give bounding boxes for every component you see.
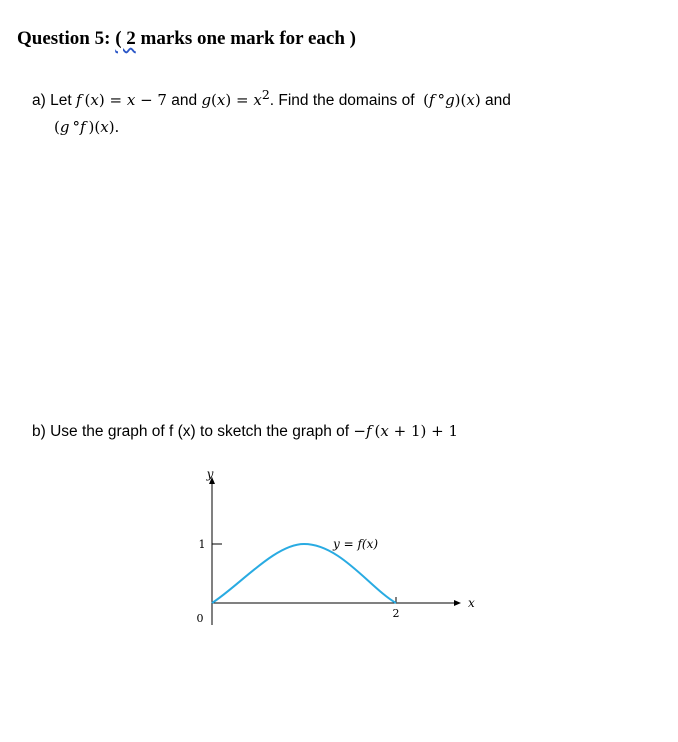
part-a-text-and-2: and (480, 92, 511, 109)
question-title (17, 28, 356, 50)
part-b-label: b) (32, 423, 46, 440)
origin-label: 0 (196, 612, 204, 625)
formula-transformed: −f (x + 1) + 1 (353, 422, 459, 440)
y-axis-label: y (206, 467, 214, 481)
curve-label: y = f(x) (333, 537, 379, 551)
part-a-text-let: Let (50, 92, 76, 109)
part-a-text-and: and (166, 92, 202, 109)
part-a-line-2 (32, 114, 511, 141)
part-a-text-find: . Find the domains of (269, 92, 419, 109)
formula-f-compose-g: (f °g)(x) (423, 91, 481, 109)
question-marks-paren: ( 2 (115, 28, 136, 49)
part-b (32, 422, 458, 441)
formula-g-compose-f: (g °f )(x). (54, 118, 120, 136)
part-a (32, 82, 511, 141)
question-title-rest: marks one mark for each ) (135, 28, 356, 49)
part-a-label: a) (32, 92, 46, 109)
question-title-prefix: Question 5: (17, 28, 116, 49)
x-axis-label: x (468, 596, 475, 610)
formula-g: $g(x) = x^2$ (201, 87, 270, 109)
part-b-text: Use the graph of f (x) to sketch the graph of (50, 423, 354, 440)
x-tick-label-2: 2 (392, 607, 400, 620)
y-tick-label-1: 1 (198, 538, 206, 551)
function-graph (180, 460, 480, 630)
curve-f (212, 544, 396, 603)
part-a-line-1 (32, 82, 511, 114)
formula-f: f (x) = x − 7 (75, 91, 167, 109)
